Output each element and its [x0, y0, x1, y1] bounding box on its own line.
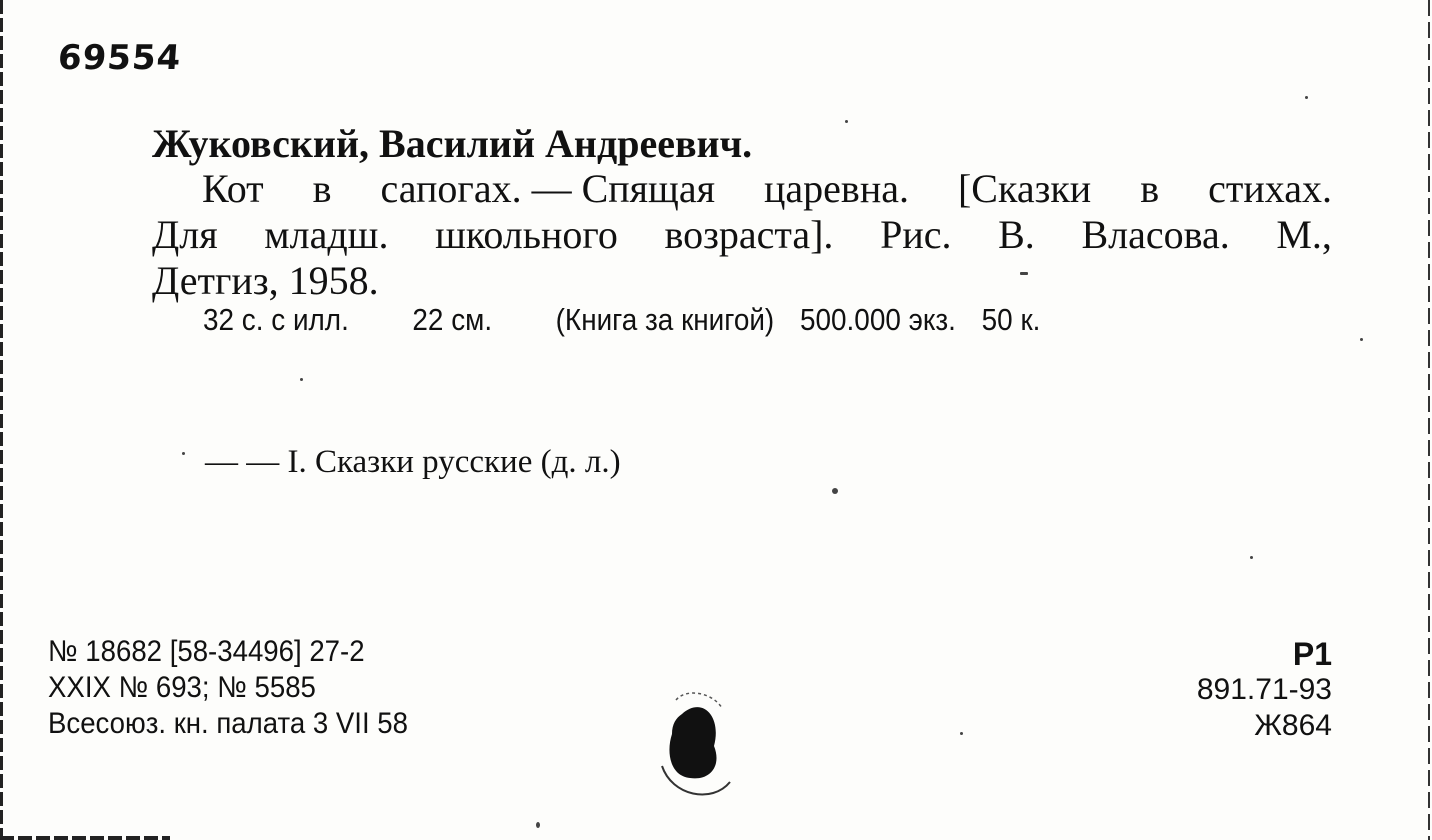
- punch-hole-mark: [652, 686, 742, 806]
- title-word: [Сказки: [957, 166, 1092, 211]
- pages: 32 с. с илл.: [203, 302, 349, 337]
- udc-code: 891.71-93: [1196, 673, 1332, 706]
- speck: [1020, 272, 1028, 275]
- title-word: школьного: [435, 212, 618, 257]
- classification-block: [1197, 636, 1332, 744]
- size: 22 см.: [412, 302, 493, 337]
- title-word: В.: [998, 212, 1035, 257]
- price: 50 к.: [981, 302, 1041, 337]
- registry-line: № 18682 [58-34496] 27-2: [48, 635, 365, 668]
- title-word: в: [312, 166, 332, 211]
- author-mark: Ж864: [1254, 709, 1332, 742]
- speck: [1305, 96, 1308, 99]
- title-word: в: [1140, 166, 1160, 211]
- speck: [832, 488, 838, 494]
- title-word: возраста].: [664, 212, 834, 257]
- subject-heading: — — I. Сказки русские (д. л.): [205, 444, 621, 480]
- title-word: Кот: [202, 166, 264, 211]
- card-left-edge: [0, 0, 3, 840]
- title-word: младш.: [264, 212, 389, 257]
- speck: [1360, 338, 1363, 341]
- publisher-year: Детгиз, 1958.: [152, 258, 379, 303]
- speck: [536, 822, 540, 828]
- speck: [960, 732, 963, 735]
- title-word: стихах.: [1208, 166, 1332, 211]
- physical-description: [203, 302, 1096, 338]
- title-word: Рис.: [880, 212, 952, 257]
- speck: [845, 120, 848, 123]
- copies: 500.000 экз.: [799, 302, 956, 337]
- registry-line: Всесоюз. кн. палата 3 VII 58: [48, 707, 408, 740]
- card-right-edge: [1428, 0, 1430, 840]
- title-line-3: [152, 258, 1332, 304]
- speck: [1250, 556, 1253, 559]
- title-word: М.,: [1276, 212, 1332, 257]
- accession-number: 69554: [56, 38, 183, 78]
- title-word: Для: [152, 212, 218, 257]
- registry-block: [48, 634, 408, 742]
- title-line-1: [152, 166, 1332, 212]
- registry-line: XXIX № 693; № 5585: [48, 671, 316, 704]
- series: (Книга за книгой): [555, 302, 775, 337]
- speck: [300, 378, 303, 381]
- class-index: Р1: [1292, 636, 1332, 672]
- card-bottom-edge: [0, 836, 170, 840]
- title-description: [152, 166, 1332, 304]
- title-word: сапогах. — Спящая: [380, 166, 716, 211]
- title-line-2: [152, 212, 1332, 258]
- title-word: царевна.: [764, 166, 909, 211]
- speck: [182, 452, 185, 455]
- author-heading: Жуковский, Василий Андреевич.: [152, 121, 753, 166]
- title-word: Власова.: [1081, 212, 1230, 257]
